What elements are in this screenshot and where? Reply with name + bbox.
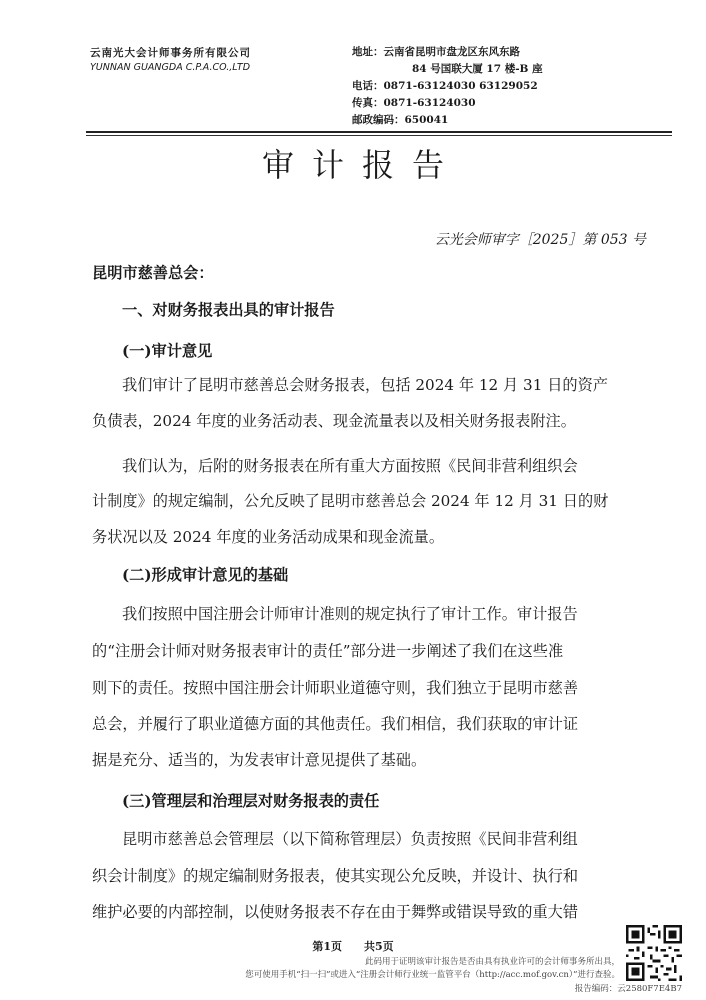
postcode-value: 650041 [404,114,449,126]
paragraph-line: 我们认为，后附的财务报表在所有重大方面按照《民间非营利组织会 [122,457,578,475]
phone-value: 0871-63124030 63129052 [383,80,538,92]
paragraph-line: 则下的责任。按照中国注册会计师职业道德守则，我们独立于昆明市慈善 [92,679,578,697]
page-indicator: 第1页 共5页 [312,940,394,953]
verification-note-line1: 此码用于证明该审计报告是否由具有执业许可的会计师事务所出具， [364,957,620,967]
header-divider-thin [86,135,672,136]
subsection-heading-3: (三)管理层和治理层对财务报表的责任 [122,792,380,810]
address-row [352,44,662,61]
firm-name-cn: 云南光大会计师事务所有限公司 [90,47,251,59]
phone-row [352,78,662,95]
header-divider-thick [86,131,672,133]
paragraph-line: 织会计制度》的规定编制财务报表，使其实现公允反映，并设计、执行和 [92,867,578,885]
firm-name-en: YUNNAN GUANGDA C.P.A.CO.,LTD [90,62,251,73]
letterhead-contact [352,44,662,129]
postcode-label: 邮政编码： [352,114,405,126]
address-line1: 云南省昆明市盘龙区东风东路 [383,46,520,58]
paragraph-line: 据是充分、适当的，为发表审计意见提供了基础。 [92,751,427,769]
report-title: 审计报告 [261,146,462,184]
paragraph-line: 计制度》的规定编制，公允反映了昆明市慈善总会 2024 年 12 月 31 日的财 [92,492,609,510]
postcode-row [352,112,662,129]
addressee: 昆明市慈善总会： [92,264,214,282]
section-heading-1: 一、对财务报表出具的审计报告 [122,301,335,319]
paragraph-line: 昆明市慈善总会管理层（以下简称管理层）负责按照《民间非营利组 [122,830,578,848]
report-number: 云光会师审字［2025］第 053 号 [434,232,646,248]
fax-row [352,95,662,112]
paragraph-line: 我们按照中国注册会计师审计准则的规定执行了审计工作。审计报告 [122,605,578,623]
address-line2: 84 号国联大厦 17 楼-B 座 [412,63,543,75]
paragraph-line: 我们审计了昆明市慈善总会财务报表，包括 2024 年 12 月 31 日的资产 [122,376,608,394]
paragraph-line: 总会，并履行了职业道德方面的其他责任。我们相信，我们获取的审计证 [92,715,578,733]
fax-label: 传真： [352,97,384,109]
address-row-2 [352,61,662,78]
paragraph-line: 负债表，2024 年度的业务活动表、现金流量表以及相关财务报表附注。 [92,412,576,430]
subsection-heading-1: (一)审计意见 [122,342,213,360]
letterhead-firm [90,46,350,76]
report-code: 报告编码：云2580F7E4B7 [574,984,682,994]
phone-label: 电话： [352,80,384,92]
address-label: 地址： [352,46,384,58]
verification-note-line2: 您可使用手机“扫一扫”或进入“注册会计师行业统一监管平台（http://acc.mof.gov.cn）”进行查验。 [245,970,620,980]
fax-value: 0871-63124030 [383,97,476,109]
paragraph-line: 的“注册会计师对财务报表审计的责任”部分进一步阐述了我们在这些准 [92,642,564,660]
subsection-heading-2: (二)形成审计意见的基础 [122,566,289,584]
verification-qr-code[interactable] [626,925,682,981]
paragraph-line: 维护必要的内部控制，以使财务报表不存在由于舞弊或错误导致的重大错 [92,903,578,921]
paragraph-line: 务状况以及 2024 年度的业务活动成果和现金流量。 [92,528,445,546]
